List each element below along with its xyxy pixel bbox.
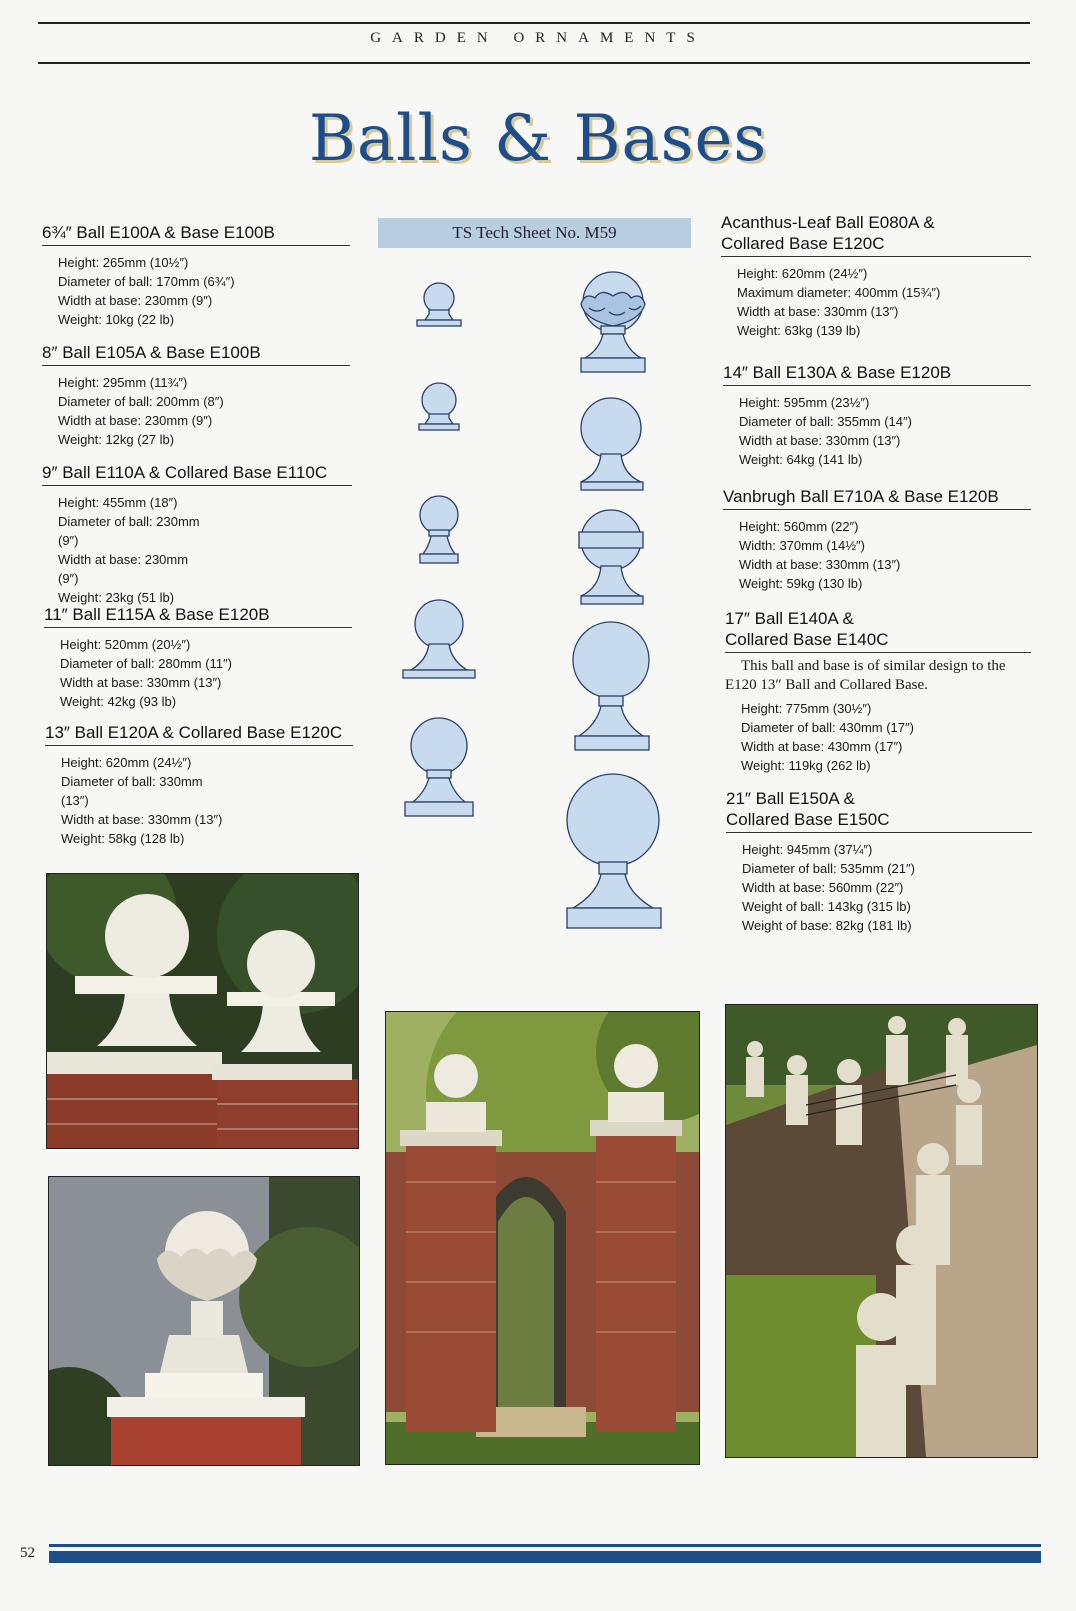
- photo-terrace-pillars: [725, 1004, 1038, 1458]
- product-spec: Diameter of ball: 200mm (8″): [58, 394, 224, 409]
- title-underline: [725, 652, 1031, 653]
- product-e120: [45, 722, 343, 848]
- product-e115: [44, 604, 352, 711]
- product-e100: [42, 222, 350, 329]
- product-spec: Width at base: 330mm (13″): [739, 557, 901, 572]
- product-e130: [723, 362, 1031, 469]
- drawing-e110: [420, 496, 458, 563]
- header-rule-top: [38, 22, 1030, 24]
- product-spec: Diameter of ball: 330mm (13″): [61, 774, 203, 808]
- product-spec: Height: 945mm (37¼″): [742, 842, 873, 857]
- product-spec: Weight: 23kg (51 lb): [58, 590, 175, 605]
- product-spec: Width at base: 330mm (13″): [60, 675, 222, 690]
- product-spec: Diameter of ball: 280mm (11″): [60, 656, 232, 671]
- product-spec: Width at base: 430mm (17″): [741, 739, 903, 754]
- photo-acanthus-ball: [48, 1176, 360, 1466]
- product-spec: Width at base: 230mm (9″): [58, 293, 213, 308]
- product-title: 9″ Ball E110A & Collared Base E110C: [42, 462, 352, 486]
- product-spec: Width at base: 560mm (22″): [742, 880, 904, 895]
- product-e080: [721, 212, 1031, 340]
- footer-bar-thick: [49, 1551, 1041, 1563]
- product-spec: Height: 620mm (24½″): [737, 266, 868, 281]
- drawing-e120: [405, 718, 473, 816]
- product-spec: Weight: 119kg (262 lb): [741, 758, 871, 773]
- product-title: 6¾″ Ball E100A & Base E100B: [42, 222, 350, 246]
- product-spec: Weight: 59kg (130 lb): [739, 576, 863, 591]
- product-e110: [42, 462, 328, 607]
- product-title: 11″ Ball E115A & Base E120B: [44, 604, 352, 628]
- product-spec: Height: 295mm (11¾″): [58, 375, 188, 390]
- product-spec: Height: 775mm (30½″): [741, 701, 872, 716]
- product-title: 14″ Ball E130A & Base E120B: [723, 362, 1031, 386]
- product-note: This ball and base is of similar design to the E120 13″ Ball and Collared Base.: [725, 658, 1006, 693]
- product-spec: Height: 620mm (24½″): [61, 755, 192, 770]
- product-spec: Weight: 10kg (22 lb): [58, 312, 175, 327]
- product-e150: [726, 788, 1032, 935]
- section-header: GARDEN ORNAMENTS: [370, 30, 706, 46]
- product-spec: Width at base: 330mm (13″): [61, 812, 223, 827]
- tech-sheet-label: TS Tech Sheet No. M59: [378, 218, 691, 248]
- product-spec: Height: 520mm (20½″): [60, 637, 191, 652]
- header-rule-bottom: [38, 62, 1030, 64]
- drawing-e130: [581, 398, 643, 490]
- product-spec: Weight: 58kg (128 lb): [61, 831, 185, 846]
- product-spec: Diameter of ball: 430mm (17″): [741, 720, 914, 735]
- product-spec: Height: 560mm (22″): [739, 519, 859, 534]
- product-spec: Weight of base: 82kg (181 lb): [742, 918, 912, 933]
- product-spec: Weight of ball: 143kg (315 lb): [742, 899, 911, 914]
- page-number: 52: [20, 1545, 35, 1561]
- product-title: 21″ Ball E150A & Collared Base E150C: [726, 789, 890, 829]
- product-title: 17″ Ball E140A & Collared Base E140C: [725, 609, 889, 649]
- product-spec: Height: 595mm (23½″): [739, 395, 870, 410]
- drawing-e150: [567, 774, 661, 928]
- product-spec: Diameter of ball: 230mm (9″): [58, 514, 200, 548]
- product-spec: Weight: 42kg (93 lb): [60, 694, 177, 709]
- product-e140: [725, 608, 1031, 775]
- title-underline: [726, 832, 1032, 833]
- title-underline: [721, 256, 1031, 257]
- drawing-e080: [581, 272, 645, 372]
- product-spec: Width at base: 330mm (13″): [739, 433, 901, 448]
- product-spec: Width at base: 230mm (9″): [58, 413, 213, 428]
- drawing-e115: [403, 600, 475, 678]
- drawing-e100: [417, 283, 461, 326]
- product-spec: Weight: 64kg (141 lb): [739, 452, 863, 467]
- product-e105: [42, 342, 350, 449]
- product-spec: Width at base: 330mm (13″): [737, 304, 899, 319]
- product-spec: Height: 455mm (18″): [58, 495, 178, 510]
- product-e710: [723, 486, 1031, 593]
- product-spec: Width: 370mm (14½″): [739, 538, 865, 553]
- product-spec: Weight: 12kg (27 lb): [58, 432, 175, 447]
- product-spec: Weight: 63kg (139 lb): [737, 323, 861, 338]
- product-spec: Diameter of ball: 355mm (14″): [739, 414, 912, 429]
- product-spec: Width at base: 230mm (9″): [58, 552, 189, 586]
- drawing-e105: [419, 383, 459, 430]
- photo-garden-gate: [385, 1011, 700, 1465]
- technical-drawings: [395, 262, 695, 962]
- photo-pillars-balls: [46, 873, 359, 1149]
- product-title: Vanbrugh Ball E710A & Base E120B: [723, 486, 1031, 510]
- product-spec: Height: 265mm (10½″): [58, 255, 189, 270]
- page-title: Balls & Bases: [308, 102, 768, 176]
- product-spec: Maximum diameter: 400mm (15¾″): [737, 285, 941, 300]
- product-spec: Diameter of ball: 535mm (21″): [742, 861, 915, 876]
- product-title: 8″ Ball E105A & Base E100B: [42, 342, 350, 366]
- drawing-e710: [579, 510, 643, 604]
- product-title: 13″ Ball E120A & Collared Base E120C: [45, 722, 353, 746]
- product-title: Acanthus-Leaf Ball E080A & Collared Base E120C: [721, 213, 935, 253]
- product-spec: Diameter of ball: 170mm (6¾″): [58, 274, 235, 289]
- footer-bar-thin: [49, 1544, 1041, 1547]
- drawing-e140: [573, 622, 649, 750]
